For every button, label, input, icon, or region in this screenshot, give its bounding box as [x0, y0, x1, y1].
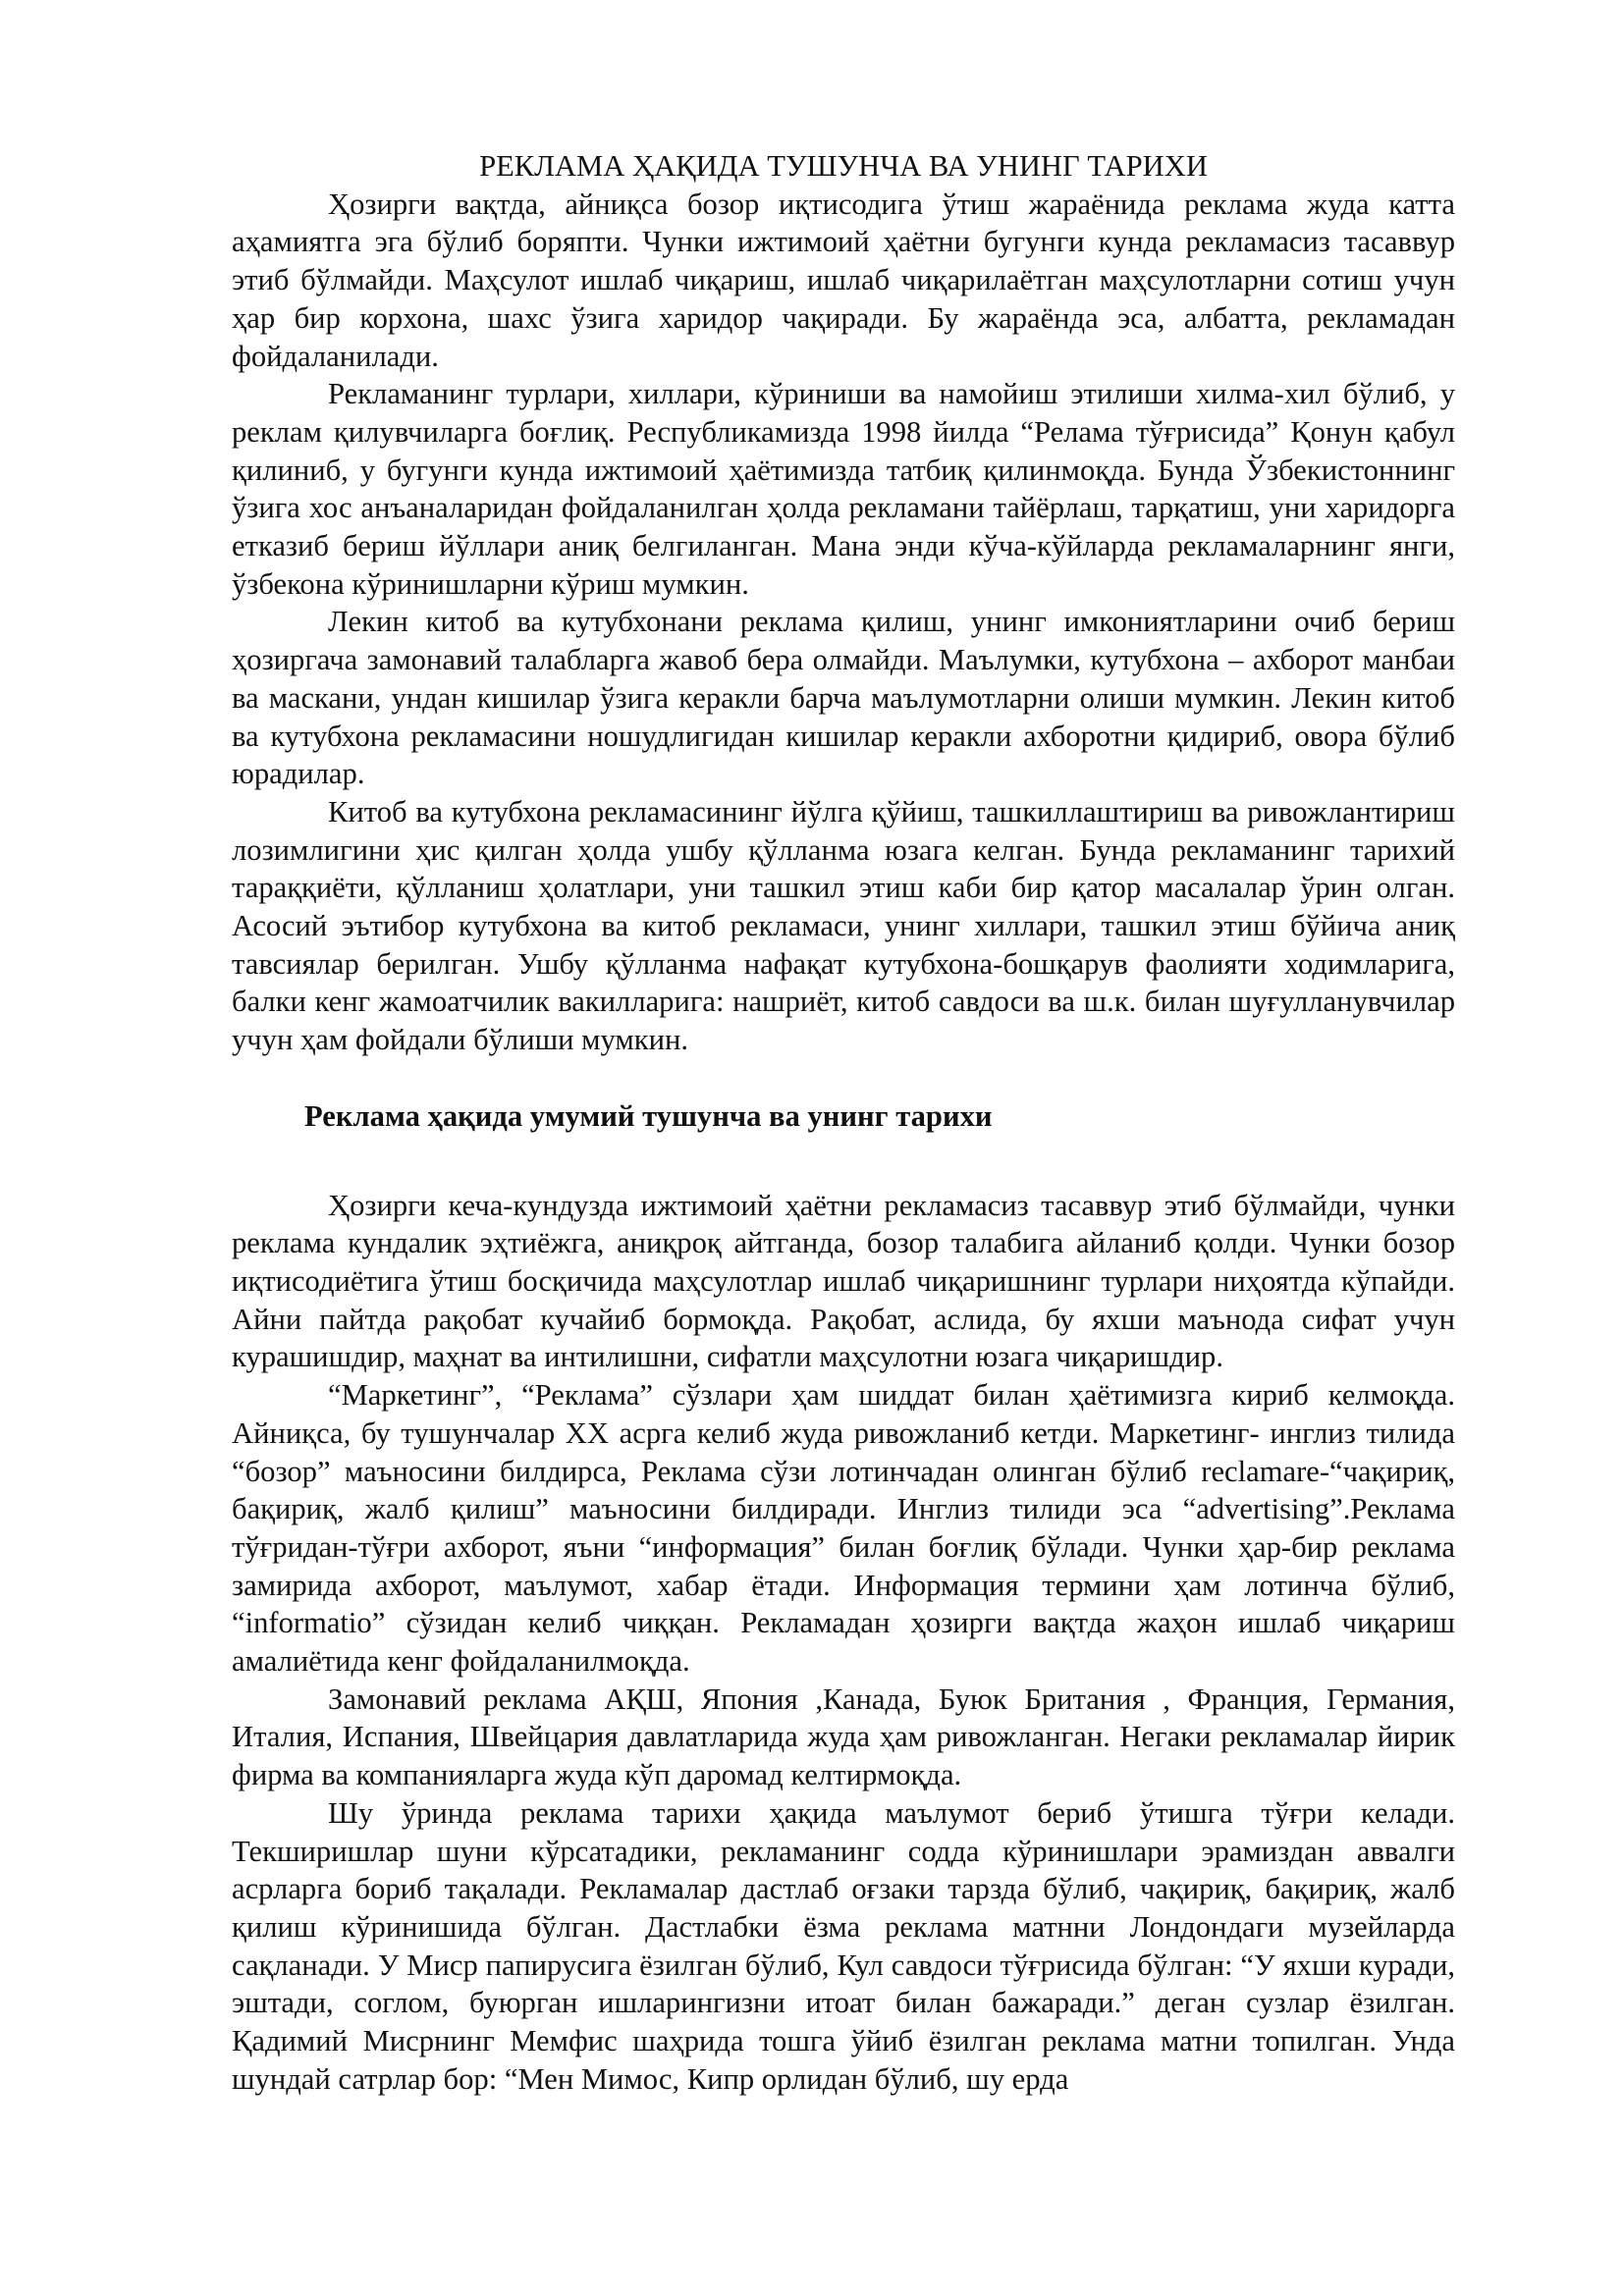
intro-paragraph: Рекламанинг турлари, хиллари, кўриниши ва намойиш этилиши хилма-хил бўлиб, у реклам қилувчиларга боғлиқ. Республикамизда 1998 йилда “Релама тўғрисида” Қонун қабул қилиниб, у бугунги кунда ижтимоий ҳаётимизда татбиқ қилинмоқда. Бунда Ўзбекистоннинг ўзига хос анъаналаридан фойдаланилган ҳолда рекламани тайёрлаш, тарқатиш, уни харидорга етказиб бериш йўллари аниқ белгиланган. Мана энди кўча-кўйларда рекламаларнинг янги, ўзбекона кўринишларни кўриш мумкин.: [232, 377, 1455, 601]
section-heading: Реклама ҳақида умумий тушунча ва унинг тарихи: [304, 1098, 993, 1133]
section-paragraph: Шу ўринда реклама тарихи ҳақида маълумот бериб ўтишга тўғри келади. Текширишлар шуни кўрсатадики, рекламанинг содда кўринишлари эрамиздан аввалги асрларга бориб тақалади. Рекламалар дастлаб оғзаки тарзда бўлиб, чақириқ, бақириқ, жалб қилиш кўринишида бўлган. Дастлабки ёзма реклама матнни Лондондаги музейларда сақланади. У Миср папирусига ёзилган бўлиб, Кул савдоси тўғрисида бўлган: “У яхши куради, эштади, соглом, буюрган ишларингизни итоат билан бажаради.” деган сузлар ёзилган. Қадимий Мисрнинг Мемфис шаҳрида тошга ўйиб ёзилган реклама матни топилган. Унда шундай сатрлар бор: “Мен Мимос, Кипр орлидан бўлиб, шу ерда: [232, 1795, 1455, 2096]
document-title: РЕКЛАМА ҲАҚИДА ТУШУНЧА ВА УНИНГ ТАРИХИ: [479, 149, 1208, 183]
intro-paragraph: Ҳозирги вақтда, айниқса бозор иқтисодига ўтиш жараёнида реклама жуда катта аҳамиятга эга бўлиб боряпти. Чунки ижтимоий ҳаётни бугунги кунда рекламасиз тасаввур этиб бўлмайди. Маҳсулот ишлаб чиқариш, ишлаб чиқарилаётган маҳсулотларни сотиш учун ҳар бир корхона, шахс ўзига харидор чақиради. Бу жараёнда эса, албатта, рекламадан фойдаланилади.: [232, 187, 1455, 373]
intro-paragraph: Лекин китоб ва кутубхонани реклама қилиш, унинг имкониятларини очиб бериш ҳозиргача замонавий талабларга жавоб бера олмайди. Маълумки, кутубхона – ахборот манбаи ва маскани, ундан кишилар ўзига керакли барча маълумотларни олиши мумкин. Лекин китоб ва кутубхона рекламасини ношудлигидан кишилар керакли ахборотни қидириб, овора бўлиб юрадилар.: [232, 605, 1455, 791]
intro-paragraph: Китоб ва кутубхона рекламасининг йўлга қўйиш, ташкиллаштириш ва ривожлантириш лозимлигини ҳис қилган ҳолда ушбу қўлланма юзага келган. Бунда рекламанинг тарихий тараққиёти, қўлланиш ҳолатлари, уни ташкил этиш каби бир қатор масалалар ўрин олган. Асосий эътибор кутубхона ва китоб рекламаси, унинг хиллари, ташкил этиш бўйича аниқ тавсиялар берилган. Ушбу қўлланма нафақат кутубхона-бошқарув фаолияти ходимларига, балки кенг жамоатчилик вакилларига: нашриёт, китоб савдоси ва ш.к. билан шуғулланувчилар учун ҳам фойдали бўлиши мумкин.: [232, 794, 1455, 1057]
section-paragraph: Ҳозирги кеча-кундузда ижтимоий ҳаётни рекламасиз тасаввур этиб бўлмайди, чунки реклама кундалик эҳтиёжга, аниқроқ айтганда, бозор талабига айланиб қолди. Чунки бозор иқтисодиётига ўтиш босқичида маҳсулотлар ишлаб чиқаришнинг турлари ниҳоятда кўпайди. Айни пайтда рақобат кучайиб бормоқда. Рақобат, аслида, бу яхши маънода сифат учун курашишдир, маҳнат ва интилишни, сифатли маҳсулотни юзага чиқаришдир.: [232, 1188, 1455, 1374]
section-paragraph: Замонавий реклама АҚШ, Япония ,Канада, Буюк Британия , Франция, Германия, Италия, Испания, Швейцария давлатларида жуда ҳам ривожланган. Негаки рекламалар йирик фирма ва компанияларга жуда кўп даромад келтирмоқда.: [232, 1682, 1455, 1792]
document-page: [232, 147, 1455, 2098]
section-paragraph: “Маркетинг”, “Реклама” сўзлари ҳам шиддат билан ҳаётимизга кириб келмоқда. Айниқса, бу тушунчалар ХХ асрга келиб жуда ривожланиб кетди. Маркетинг- инглиз тилида “бозор” маъносини билдирса, Реклама сўзи лотинчадан олинган бўлиб reclamare-“чақириқ, бақириқ, жалб қилиш” маъносини билдиради. Инглиз тилиди эса “advertising”.Реклама тўғридан-тўғри ахборот, яъни “информация” билан боғлиқ бўлади. Чунки ҳар-бир реклама замирида ахборот, маълумот, хабар ётади. Информация термини ҳам лотинча бўлиб, “informatio” сўзидан келиб чиққан. Рекламадан ҳозирги вақтда жаҳон ишлаб чиқариш амалиётида кенг фойдаланилмоқда.: [232, 1378, 1455, 1679]
